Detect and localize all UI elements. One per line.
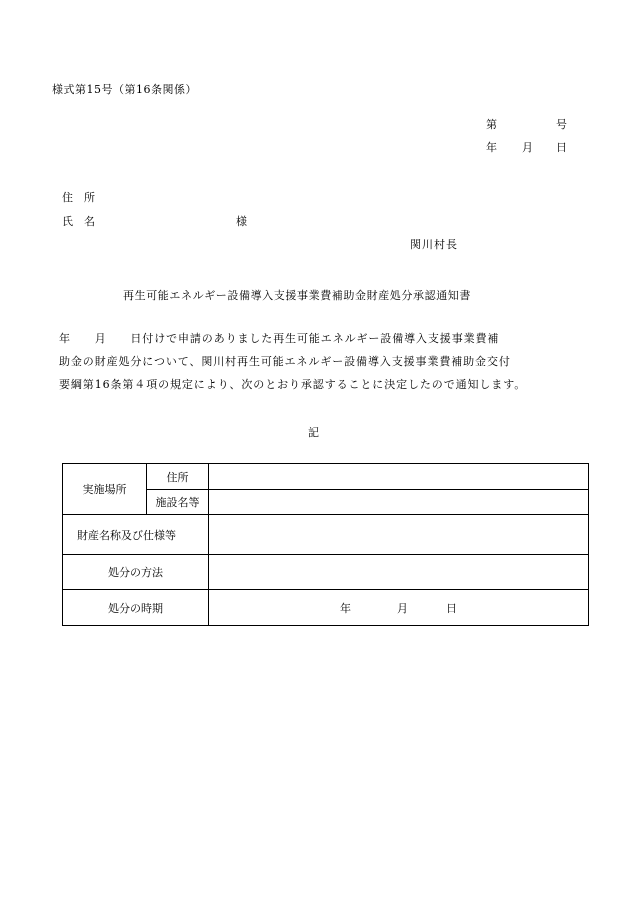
date-year: 年 <box>486 141 497 154</box>
timing-month: 月 <box>397 601 408 615</box>
details-table <box>62 463 589 626</box>
location-label: 実施場所 <box>63 464 147 515</box>
date-day: 日 <box>556 141 567 154</box>
recipient-address-label: 住所 <box>62 191 106 204</box>
date-month: 月 <box>522 141 533 154</box>
timing-year: 年 <box>340 601 351 615</box>
timing-day: 日 <box>446 601 457 615</box>
facility-label: 施設名等 <box>147 490 209 515</box>
document-number-dai: 第 <box>486 118 497 131</box>
form-number: 様式第15号（第16条関係） <box>52 83 197 96</box>
ki-heading: 記 <box>308 426 319 439</box>
timing-value <box>209 590 589 626</box>
method-value <box>209 555 589 590</box>
body-line-1: 年 月 日付けで申請のありました再生可能エネルギー設備導入支援事業費補 <box>59 332 500 345</box>
timing-label: 処分の時期 <box>63 590 209 626</box>
address-label: 住所 <box>147 464 209 490</box>
body-line-2: 助金の財産処分について、関川村再生可能エネルギー設備導入支援事業費補助金交付 <box>59 355 511 368</box>
document-title: 再生可能エネルギー設備導入支援事業費補助金財産処分承認通知書 <box>123 289 471 302</box>
property-value <box>209 515 589 555</box>
recipient-honorific: 様 <box>236 215 247 228</box>
method-label: 処分の方法 <box>63 555 209 590</box>
property-label: 財産名称及び仕様等 <box>63 515 209 555</box>
address-value <box>209 464 589 490</box>
document-number-go: 号 <box>556 118 567 131</box>
recipient-name-label: 氏名 <box>62 215 106 228</box>
facility-value <box>209 490 589 515</box>
body-line-3: 要綱第16条第４項の規定により、次のとおり承認することに決定したので通知します。 <box>59 378 527 391</box>
issuer: 関川村長 <box>410 238 458 251</box>
